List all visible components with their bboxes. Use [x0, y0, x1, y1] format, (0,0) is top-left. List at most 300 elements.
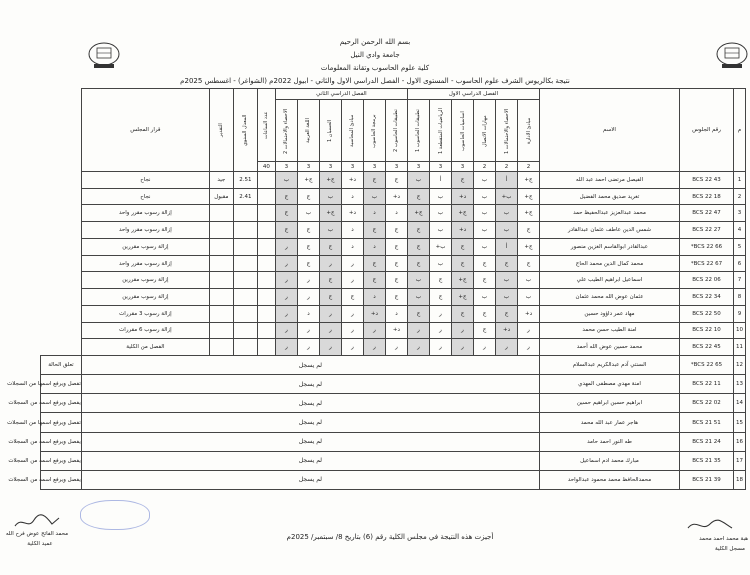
student-name: محمد كمال الدين محمد الحاج [540, 255, 680, 272]
grade-cell: ج+ [407, 205, 429, 222]
grade-cell: ب [319, 222, 341, 239]
student-name: محمدالحافظ محمد محمود عبدالواحد [540, 470, 680, 489]
grade-cell: ر [407, 322, 429, 339]
grade-cell: ب+ [496, 188, 518, 205]
grade-cell: ر [297, 289, 319, 306]
grade-cell: ج [474, 305, 496, 322]
student-name: الفيصل مرتضى احمد عبد الله [540, 172, 680, 189]
grade-cell: ج [452, 305, 474, 322]
grade-cell: ج+ [518, 172, 540, 189]
grade-cell: ج [407, 222, 429, 239]
grade-cell: ج+ [297, 172, 319, 189]
student-name: امنة الطيب حسن محمد [540, 322, 680, 339]
credit-hours: 3 [319, 162, 341, 172]
row-index: 11 [734, 339, 746, 356]
col-gpa-header: المعدل السنوي [233, 89, 257, 172]
grade-cell: ر [518, 339, 540, 356]
not-registered-cell: لم يسجل [81, 451, 539, 470]
grade-cell: د+ [385, 322, 407, 339]
grade-cell: ج [407, 255, 429, 272]
grade-cell: د+ [341, 205, 363, 222]
decision-cell: إزالة رسوب مقررين [81, 238, 209, 255]
gpa-cell [233, 305, 257, 322]
grade-cell: ر [297, 339, 319, 356]
grade-cell [209, 339, 233, 356]
table-row [41, 432, 746, 451]
decision-cell: تعلق الحالة [41, 356, 82, 375]
grade-cell: ج [319, 238, 341, 255]
credit-hours: 3 [430, 162, 452, 172]
decision-cell: الفصل من الكلية [81, 339, 209, 356]
grade-cell: ر [474, 339, 496, 356]
approval-note: أجيزت هذه النتيجة في مجلس الكلية رقم (6) بتاريخ 8/ سبتمبر/ 2025م [286, 533, 494, 541]
grade-cell: ر [341, 339, 363, 356]
grade-cell: ر [341, 322, 363, 339]
grade-cell: ج [363, 172, 385, 189]
grade-cell [209, 305, 233, 322]
grade-cell: ج [275, 222, 297, 239]
grade-cell: ب [496, 222, 518, 239]
seat-number: BCS 22 43 [680, 172, 734, 189]
decision-cell: إزالة رسوب مقررين [81, 272, 209, 289]
decision-cell: نجاح [81, 172, 209, 189]
dean-title: عميد الكلية [27, 541, 53, 547]
row-index: 10 [734, 322, 746, 339]
grade-cell: ج [430, 272, 452, 289]
grade-cell [209, 222, 233, 239]
grade-cell: ر [297, 272, 319, 289]
student-name: السنتي آدم عبدالكريم عبدالسلام [540, 356, 680, 375]
grade-cell: ر [496, 339, 518, 356]
row-index: 8 [734, 289, 746, 306]
grade-cell: ج+ [452, 205, 474, 222]
credit-hours: 2 [496, 162, 518, 172]
grade-cell [209, 322, 233, 339]
grade-cell: ب [496, 272, 518, 289]
grade-cell: ر [385, 339, 407, 356]
grade-cell: ج+ [319, 205, 341, 222]
student-name: عثمان عوض الله محمد عثمان [540, 289, 680, 306]
seat-number: BCS 22 66* [680, 238, 734, 255]
grade-cell: ب [496, 289, 518, 306]
decision-cell: تفصل ويرفع اسمها من السجلات [41, 375, 82, 394]
result-title: نتيجة بكالريوس الشرف علوم الحاسوب - المستوى الاول - الفصل الدراسي الاول والثاني - ابيول 2022م (الشواغر) - اغسطس 2025م [180, 77, 570, 85]
course-header: تطبيقات الحاسوب 2 [385, 100, 407, 162]
row-index: 9 [734, 305, 746, 322]
grade-cell: ج [297, 238, 319, 255]
credit-hours: 3 [407, 162, 429, 172]
course-header: الرياضيات المتقطعة 1 [430, 100, 452, 162]
grade-cell: د [385, 305, 407, 322]
student-name: محمد عبدالعزيز عبدالحفيظ حمد [540, 205, 680, 222]
decision-cell: إزالة رسوب مقرر واحد [81, 222, 209, 239]
table-row [41, 322, 746, 339]
grade-cell: ج [518, 255, 540, 272]
grade-cell: ب [518, 272, 540, 289]
grade-cell: د [297, 305, 319, 322]
gpa-cell: 2.51 [233, 172, 257, 189]
grade-cell: ب [407, 172, 429, 189]
grade-cell: د+ [452, 222, 474, 239]
credit-hours: 3 [297, 162, 319, 172]
grade-cell: ج+ [452, 272, 474, 289]
col-name-header: الاسم [540, 89, 680, 172]
grade-cell: جيد [209, 172, 233, 189]
grade-cell: ب [474, 205, 496, 222]
grade-cell: ج+ [452, 289, 474, 306]
gpa-cell [233, 238, 257, 255]
seat-number: BCS 22 65* [680, 356, 734, 375]
table-row [41, 222, 746, 239]
grade-cell: ب [474, 172, 496, 189]
decision-cell: إزالة رسوب مقررين [81, 289, 209, 306]
seat-number: BCS 22 02 [680, 394, 734, 413]
grade-cell: ر [452, 322, 474, 339]
decision-cell: إزالة رسوب 3 مقررات [81, 305, 209, 322]
course-header: مهارات الاتصال [474, 100, 496, 162]
grade-cell: ج+ [319, 172, 341, 189]
student-name: هاجر عمار عبد الله محمد [540, 413, 680, 432]
decision-cell: إزالة رسوب مقرر واحد [81, 205, 209, 222]
table-row [41, 305, 746, 322]
grade-cell: ب [319, 188, 341, 205]
grade-cell: ر [319, 255, 341, 272]
student-name: مبارك محمد ادم اسماعيل [540, 451, 680, 470]
grade-cell: ج [496, 255, 518, 272]
grade-cell: ج [474, 322, 496, 339]
grade-cell: ر [275, 238, 297, 255]
university-logo-right [714, 40, 750, 70]
seat-number: BCS 21 35 [680, 451, 734, 470]
grade-cell: ب [518, 289, 540, 306]
not-registered-cell: لم يسجل [81, 432, 539, 451]
grade-cell: د [363, 289, 385, 306]
row-index: 13 [734, 375, 746, 394]
grade-cell: ج [319, 289, 341, 306]
hours-cell [257, 172, 275, 189]
grade-cell: ج [275, 205, 297, 222]
grade-cell: ج [297, 255, 319, 272]
not-registered-cell: لم يسجل [81, 356, 539, 375]
grade-cell: ب [363, 188, 385, 205]
table-row [41, 188, 746, 205]
student-name: ابراهيم حسين ابراهيم حسين [540, 394, 680, 413]
credit-hours: 3 [363, 162, 385, 172]
grade-cell: ر [363, 339, 385, 356]
course-header: اساسيات الحاسوب [452, 100, 474, 162]
dean-name: محمد الفاتح عوض فرح الله [5, 531, 69, 537]
grade-cell: ج [385, 238, 407, 255]
university-name: جامعة وادي النيل [350, 51, 400, 59]
row-index: 3 [734, 205, 746, 222]
col-hours-header: عدد الساعات [257, 89, 275, 162]
grade-cell: د+ [452, 188, 474, 205]
credit-hours: 2 [474, 162, 496, 172]
col-index-header: م [734, 89, 746, 172]
grade-cell: د [341, 222, 363, 239]
decision-cell: يفصل ويرفع اسمه من السجلات [41, 394, 82, 413]
grade-cell [209, 272, 233, 289]
seat-number: BCS 21 24 [680, 432, 734, 451]
grade-cell: د+ [496, 322, 518, 339]
grade-cell: ر [363, 322, 385, 339]
col-seat-header: رقم الجلوس [680, 89, 734, 172]
grade-cell: ج [363, 255, 385, 272]
table-row [41, 451, 746, 470]
not-registered-cell: لم يسجل [81, 413, 539, 432]
grade-cell: ج+ [518, 238, 540, 255]
student-name: امنة مهدي مصطفى المهدي [540, 375, 680, 394]
grade-cell: ر [341, 305, 363, 322]
student-name: طه النور احمد حامد [540, 432, 680, 451]
credit-hours: 3 [385, 162, 407, 172]
grade-cell: د+ [363, 305, 385, 322]
grade-cell: ج [385, 172, 407, 189]
course-header: مبادئ المحاسبة [341, 100, 363, 162]
not-registered-cell: لم يسجل [81, 470, 539, 489]
grade-cell: د+ [385, 188, 407, 205]
decision-cell: يفصل ويرفع اسمه من السجلات [41, 451, 82, 470]
course-header: برمجة الحاسوب [363, 100, 385, 162]
grade-cell: ب [430, 188, 452, 205]
grade-cell: ر [407, 339, 429, 356]
grade-cell: ج [363, 272, 385, 289]
row-index: 2 [734, 188, 746, 205]
decision-cell: يفصل ويرفع اسمه من السجلات [41, 432, 82, 451]
grade-cell: ج [319, 272, 341, 289]
grade-cell [209, 238, 233, 255]
grade-cell [209, 255, 233, 272]
student-name: اسماعيل ابراهيم الطيب علي [540, 272, 680, 289]
row-index: 18 [734, 470, 746, 489]
credit-hours: 3 [341, 162, 363, 172]
grade-cell: ر [341, 255, 363, 272]
grade-cell: ج [341, 289, 363, 306]
seat-number: BCS 22 10 [680, 322, 734, 339]
grade-cell: ر [452, 339, 474, 356]
grade-cell: ج [385, 272, 407, 289]
grade-cell: ج [407, 305, 429, 322]
student-name: شمس الدين عاطف عثمان عبدالقادر [540, 222, 680, 239]
course-header: اللغة العربية [297, 100, 319, 162]
seat-number: BCS 22 67* [680, 255, 734, 272]
row-index: 12 [734, 356, 746, 375]
not-registered-cell: لم يسجل [81, 375, 539, 394]
grade-cell: ج [385, 222, 407, 239]
grade-cell: ر [275, 322, 297, 339]
gpa-cell [233, 222, 257, 239]
course-header: مبادئ الادارة [518, 100, 540, 162]
table-row [41, 255, 746, 272]
grade-cell: ب [474, 238, 496, 255]
hours-cell [257, 205, 275, 222]
credit-hours: 3 [275, 162, 297, 172]
grade-cell: د [363, 205, 385, 222]
grade-cell: ب [474, 289, 496, 306]
grade-cell: ج [474, 255, 496, 272]
grade-cell: ب [407, 289, 429, 306]
grade-cell: ج [430, 289, 452, 306]
row-index: 14 [734, 394, 746, 413]
row-index: 4 [734, 222, 746, 239]
hours-cell [257, 272, 275, 289]
grade-cell: أ [430, 172, 452, 189]
grade-cell: ب [474, 188, 496, 205]
credit-hours: 2 [518, 162, 540, 172]
row-index: 17 [734, 451, 746, 470]
row-index: 15 [734, 413, 746, 432]
decision-cell: نجاح [81, 188, 209, 205]
grade-cell: ج [275, 188, 297, 205]
grade-cell: ب [474, 222, 496, 239]
grade-cell: ر [275, 255, 297, 272]
grade-cell: ب [297, 205, 319, 222]
seat-number: BCS 22 11 [680, 375, 734, 394]
grade-cell: ج [297, 222, 319, 239]
results-table [7, 88, 746, 490]
student-name: عبدالقادر ابوالقاسم الغزين منصور [540, 238, 680, 255]
grade-cell: ج [452, 172, 474, 189]
grade-cell: ر [275, 289, 297, 306]
row-index: 1 [734, 172, 746, 189]
table-row [41, 356, 746, 375]
student-name: تغريد صديق محمد الفضيل [540, 188, 680, 205]
decision-cell: إزالة رسوب مقرر واحد [81, 255, 209, 272]
row-index: 16 [734, 432, 746, 451]
grade-cell: ر [430, 322, 452, 339]
grade-cell: ج+ [518, 188, 540, 205]
grade-cell: ر [297, 322, 319, 339]
registrar-title: مسجل الكلية [715, 546, 745, 552]
grade-cell: ر [275, 272, 297, 289]
hours-cell [257, 188, 275, 205]
grade-cell: ج [496, 305, 518, 322]
table-row [41, 394, 746, 413]
grade-cell: ج [385, 289, 407, 306]
grade-cell: ج [407, 238, 429, 255]
table-row [41, 238, 746, 255]
grade-cell: د [341, 188, 363, 205]
grade-cell: ب [430, 222, 452, 239]
course-header: الحسبان 1 [319, 100, 341, 162]
seat-number: BCS 21 39 [680, 470, 734, 489]
gpa-cell [233, 255, 257, 272]
grade-cell: ر [319, 339, 341, 356]
table-row [41, 272, 746, 289]
seat-number: BCS 22 50 [680, 305, 734, 322]
grade-cell: د+ [341, 172, 363, 189]
grade-cell: ر [275, 339, 297, 356]
seat-number: BCS 22 27 [680, 222, 734, 239]
row-index: 6 [734, 255, 746, 272]
total-hours: 40 [257, 162, 275, 172]
grade-cell: ج [385, 255, 407, 272]
student-name: محمد حسين عوض الله أحمد [540, 339, 680, 356]
grade-cell: ب [407, 272, 429, 289]
dean-signature [12, 512, 62, 532]
grade-cell: ج+ [518, 205, 540, 222]
grade-cell: ر [341, 272, 363, 289]
grade-cell: ر [319, 305, 341, 322]
grade-cell: ب [430, 205, 452, 222]
registrar-name: هبة محمد احمد محمد [699, 536, 748, 542]
faculty-stamp [80, 500, 150, 530]
grade-cell: ب [275, 172, 297, 189]
grade-cell: ب+ [430, 238, 452, 255]
grade-cell: أ [496, 172, 518, 189]
not-registered-cell: لم يسجل [81, 394, 539, 413]
course-header: الاحصاء والاحتمالات 2 [275, 100, 297, 162]
hours-cell [257, 238, 275, 255]
grade-cell: ر [518, 322, 540, 339]
seat-number: BCS 22 45 [680, 339, 734, 356]
decision-cell: يفصل ويرفع اسمه من السجلات [41, 470, 82, 489]
grade-cell: د+ [518, 305, 540, 322]
hours-cell [257, 305, 275, 322]
table-row [41, 339, 746, 356]
grade-cell: د [363, 238, 385, 255]
grade-cell: ج [452, 255, 474, 272]
gpa-cell [233, 272, 257, 289]
grade-cell: ب [430, 255, 452, 272]
table-row [41, 375, 746, 394]
student-name: مهاد عمر داؤود حسين [540, 305, 680, 322]
grade-cell: ر [430, 305, 452, 322]
table-row [41, 289, 746, 306]
grade-cell: ج [518, 222, 540, 239]
gpa-cell [233, 322, 257, 339]
hours-cell [257, 339, 275, 356]
sem1-header: الفصل الدراسي الاول [407, 89, 539, 100]
gpa-cell [233, 205, 257, 222]
sem2-header: الفصل الدراسي الثاني [275, 89, 407, 100]
seat-number: BCS 22 06 [680, 272, 734, 289]
registrar-signature [684, 516, 738, 536]
hours-cell [257, 322, 275, 339]
course-header: الاحصاء والاحتمالات 1 [496, 100, 518, 162]
gpa-cell [233, 289, 257, 306]
col-grade-header: التقدير [209, 89, 233, 172]
hours-cell [257, 255, 275, 272]
seat-number: BCS 21 51 [680, 413, 734, 432]
gpa-cell: 2.41 [233, 188, 257, 205]
table-row [41, 205, 746, 222]
grade-cell [209, 205, 233, 222]
grade-cell: ب [496, 205, 518, 222]
seat-number: BCS 22 47 [680, 205, 734, 222]
grade-cell: د [385, 205, 407, 222]
seat-number: BCS 22 18 [680, 188, 734, 205]
grade-cell: ر [275, 305, 297, 322]
table-row [41, 172, 746, 189]
hours-cell [257, 289, 275, 306]
grade-cell: ر [319, 322, 341, 339]
col-decision-header: قرار المجلس [81, 89, 209, 172]
grade-cell: ج [297, 188, 319, 205]
basmala: بسم الله الرحمن الرحيم [339, 38, 411, 46]
table-row [41, 413, 746, 432]
gpa-cell [233, 339, 257, 356]
grade-cell: ر [430, 339, 452, 356]
grade-cell [209, 289, 233, 306]
decision-cell: تفصل ويرفع اسمها من السجلات [41, 413, 82, 432]
course-header: تطبيقات الحاسوب 1 [407, 100, 429, 162]
grade-cell: مقبول [209, 188, 233, 205]
grade-cell: ج [452, 238, 474, 255]
row-index: 5 [734, 238, 746, 255]
faculty-name: كلية علوم الحاسوب وتقانة المعلومات [320, 64, 430, 72]
grade-cell: ج [363, 222, 385, 239]
